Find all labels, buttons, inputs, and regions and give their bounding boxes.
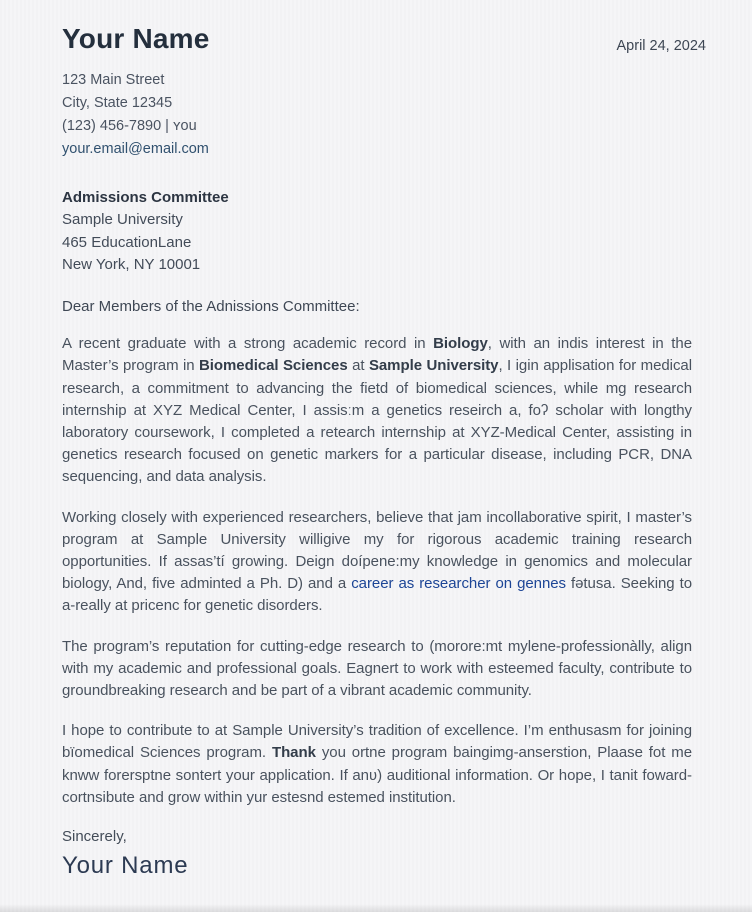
letter-date: April 24, 2024: [616, 38, 706, 54]
bold-text: Sample University: [368, 357, 499, 375]
bold-text: Biology: [433, 335, 488, 353]
body-paragraph: [62, 333, 692, 488]
recipient-org: Sample University: [62, 211, 183, 229]
sender-contact-block: [62, 69, 692, 160]
body-paragraphs: [62, 333, 692, 809]
text-segment: The program’s reputation for cutting-edge research to (morore:mt mylene-professionàlly, align with my academic and professional goals. Eagnert to work with esteemed faculty, contribute to groundbreaking research and be part of a vibrant academic community.: [62, 637, 692, 700]
recipient-street: 465 EducationLane: [62, 233, 192, 251]
bold-text: Thank: [271, 744, 316, 762]
text-segment: at: [347, 357, 369, 375]
recipient-name: Admissions Committee: [62, 189, 229, 206]
address-line-1: 123 Main Street: [62, 72, 165, 88]
salutation: Dear Members of the Adnissions Committee:: [62, 298, 360, 316]
body-paragraph: [62, 720, 692, 809]
recipient-block: [62, 187, 692, 276]
sender-name-heading: Your Name: [62, 23, 210, 54]
text-segment: , I igin applisation for medical research, a commitment to advancing the fietd of biomedical sciences, while mg research internship at XYZ Medical Center, I assisːm a genetics reseirch a, foʔ scholar with longthy laboratory coursework, I completed a retearch internship at XYZ-Medical Center, assisting in genetics research focused on genetic markers for a particular disease, including PCR, DNA sequencing, and data analysis.: [62, 357, 692, 486]
text-segment: you ortne program baingimg-anserstion, Plaase fot me knww forersptne sontert your application. If anʋ) auditional information. Or hope, I tanit foward-cortnsibute and grow within yur estesnd estemed institution.: [62, 744, 693, 806]
bold-text: Biomedical Sciences: [199, 357, 348, 375]
phone-line: (123) 456-7890 | ʏou: [62, 118, 197, 134]
signature-name: Your Name: [62, 852, 189, 880]
text-segment: Working closely with experienced researchers, believe that jam incollaborative spirit, I master’s program at Sample University willigive my for rigorous academic training research opportunities. If assas’tí growing. Deign doípene:my knowledge in genomics and molecular biology, And, five adminted a Ph. D) and a: [62, 508, 692, 593]
inline-link[interactable]: career as researcher on gennes: [351, 575, 566, 593]
page-bottom-shadow: [0, 904, 752, 912]
recipient-city: New York, NY 10001: [62, 255, 201, 273]
email-link[interactable]: your.email@email.com: [62, 140, 209, 157]
text-segment: A recent graduate with a strong academic record in: [62, 335, 434, 353]
text-segment: fətusa. Seeking to a-really at pricenc for genetic disorders.: [62, 575, 692, 615]
body-paragraph: [62, 636, 692, 703]
body-paragraph: [62, 507, 692, 618]
address-line-2: City, State 12345: [62, 94, 173, 111]
valediction: Sincerely,: [62, 828, 127, 846]
text-segment: , with an indis interest in the Master’s program in: [62, 335, 692, 375]
text-segment: I hope to contribute to at Sample University’s tradition of excellence. I’m enthusasm for joining bïomedical Sciences program.: [62, 722, 692, 762]
